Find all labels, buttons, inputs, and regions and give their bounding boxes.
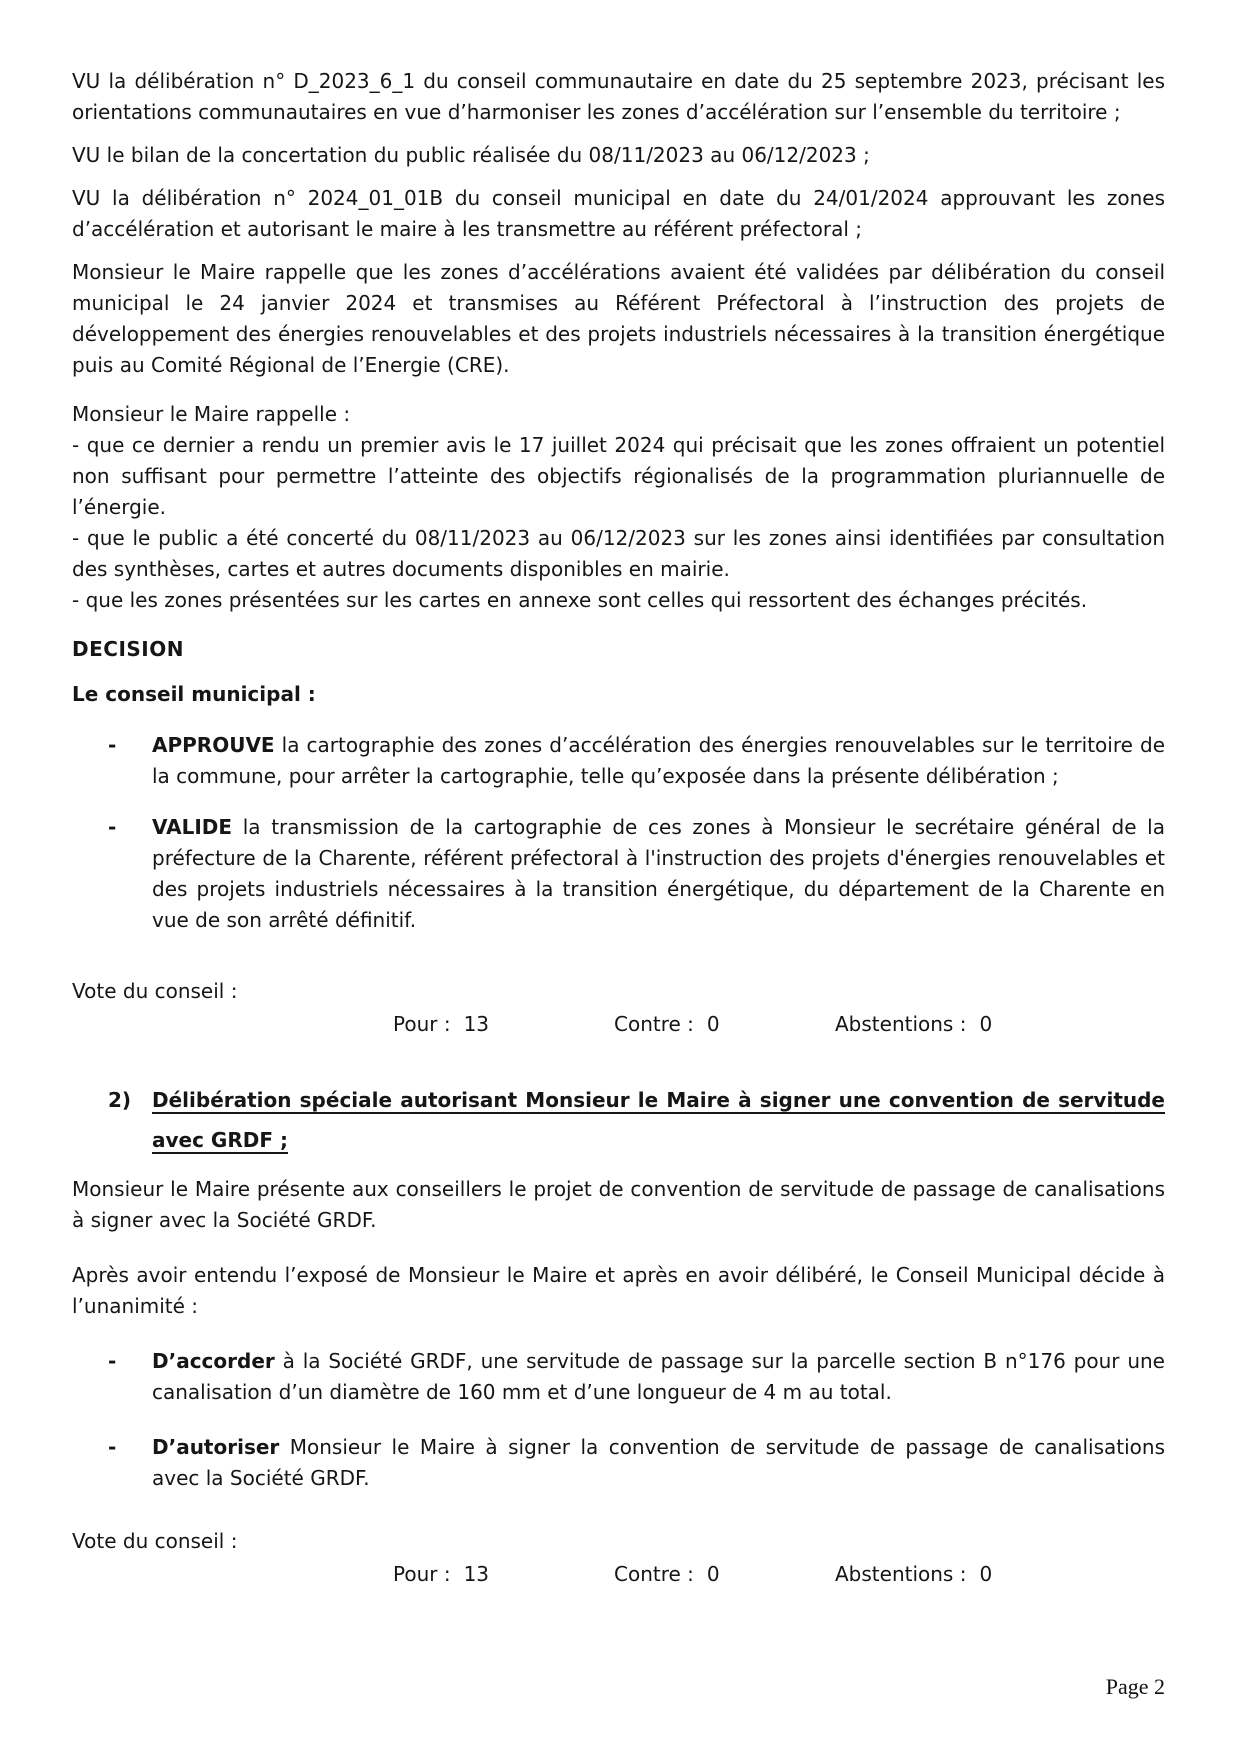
vote-2-abstentions (835, 1559, 992, 1590)
decision-title: DECISION (72, 637, 184, 661)
section-2-title: Délibération spéciale autorisant Monsieur le Maire à signer une convention de servitude avec GRDF ; (152, 1088, 1165, 1152)
rappel-list-intro: Monsieur le Maire rappelle : (72, 402, 351, 426)
paragraph-vu-2: VU le bilan de la concertation du public réalisée du 08/11/2023 au 06/12/2023 ; (72, 143, 870, 167)
vote-1-pour (393, 1009, 614, 1040)
paragraph-grdf-1: Monsieur le Maire présente aux conseillers le projet de convention de servitude de passage de canalisations à signer avec la Société GRDF. (72, 1177, 1165, 1232)
rappel-list (72, 399, 1165, 616)
vote-contre-label: Contre : (614, 1012, 694, 1036)
vote-pour-count: 13 (463, 1562, 490, 1586)
bullet-text (152, 1346, 1165, 1408)
rappel-item-1: - que ce dernier a rendu un premier avis le 17 juillet 2024 qui précisait que les zones offraient un potentiel non suffisant pour permettre l’atteinte des objectifs régionalisés de la programmation pluriannuelle de l’énergie. (72, 433, 1165, 519)
vote-pour-label: Pour : (393, 1012, 451, 1036)
bullet-rest-text: Monsieur le Maire à signer la convention de servitude de passage de canalisations avec la Société GRDF. (152, 1435, 1165, 1490)
vote-2-pour (393, 1559, 614, 1590)
bullet-rest-text: à la Société GRDF, une servitude de passage sur la parcelle section B n°176 pour une canalisation d’un diamètre de 160 mm et d’une longueur de 4 m au total. (152, 1349, 1165, 1404)
vote-1-abstentions (835, 1009, 992, 1040)
vote-1-label: Vote du conseil : (72, 979, 238, 1003)
vote-abstentions-count: 0 (979, 1012, 993, 1036)
vote-pour-label: Pour : (393, 1562, 451, 1586)
vote-contre-count: 0 (706, 1012, 720, 1036)
rappel-item-2: - que le public a été concerté du 08/11/2023 au 06/12/2023 sur les zones ainsi identifiées par consultation des synthèses, cartes et autres documents disponibles en mairie. (72, 526, 1165, 581)
bullet-dash: - (108, 815, 117, 839)
vote-pour-count: 13 (463, 1012, 490, 1036)
section-2-number: 2) (108, 1088, 132, 1112)
bullet-dash: - (108, 733, 117, 757)
vote-1-contre (614, 1009, 835, 1040)
decision-bullet-valide (72, 812, 1165, 936)
paragraph-rappel: Monsieur le Maire rappelle que les zones d’accélérations avaient été validées par délibération du conseil municipal le 24 janvier 2024 et transmises au Référent Préfectoral à l’instruction des projets de développement des énergies renouvelables et des projets industriels nécessaires à la transition énergétique puis au Comité Régional de l’Energie (CRE). (72, 260, 1165, 377)
paragraph-vu-3: VU la délibération n° 2024_01_01B du conseil municipal en date du 24/01/2024 approuvant les zones d’accélération et autorisant le maire à les transmettre au référent préfectoral ; (72, 186, 1165, 241)
bullet-rest-text: la transmission de la cartographie de ces zones à Monsieur le secrétaire général de la préfecture de la Charente, référent préfectoral à l'instruction des projets d'énergies renouvelables et des projets industriels nécessaires à la transition énergétique, du département de la Charente en vue de son arrêté définitif. (152, 815, 1165, 932)
bullet-text (152, 730, 1165, 792)
council-intro: Le conseil municipal : (72, 682, 316, 706)
paragraph-vu-1: VU la délibération n° D_2023_6_1 du conseil communautaire en date du 25 septembre 2023, précisant les orientations communautaires en vue d’harmoniser les zones d’accélération sur l’ensemble du territoire ; (72, 69, 1165, 124)
bullet-text (152, 1432, 1165, 1494)
vote-2-label: Vote du conseil : (72, 1529, 238, 1553)
grdf-bullet-autoriser (72, 1432, 1165, 1494)
rappel-item-3: - que les zones présentées sur les cartes en annexe sont celles qui ressortent des échanges précités. (72, 588, 1088, 612)
vote-2-results-row (393, 1559, 1165, 1590)
vote-abstentions-label: Abstentions : (835, 1012, 967, 1036)
vote-1-results-row (393, 1009, 1165, 1040)
section-2-heading (72, 1080, 1165, 1160)
bullet-lead-word: VALIDE (152, 815, 233, 839)
vote-2-contre (614, 1559, 835, 1590)
bullet-lead-word: D’accorder (152, 1349, 275, 1373)
bullet-rest-text: la cartographie des zones d’accélération des énergies renouvelables sur le territoire de la commune, pour arrêter la cartographie, telle qu’exposée dans la présente délibération ; (152, 733, 1165, 788)
vote-abstentions-label: Abstentions : (835, 1562, 967, 1586)
decision-bullet-approuve (72, 730, 1165, 792)
bullet-dash: - (108, 1435, 117, 1459)
page-number: Page 2 (1105, 1674, 1165, 1699)
vote-contre-label: Contre : (614, 1562, 694, 1586)
bullet-text (152, 812, 1165, 936)
paragraph-grdf-2: Après avoir entendu l’exposé de Monsieur le Maire et après en avoir délibéré, le Conseil Municipal décide à l’unanimité : (72, 1263, 1165, 1318)
vote-abstentions-count: 0 (979, 1562, 993, 1586)
bullet-lead-word: APPROUVE (152, 733, 275, 757)
vote-contre-count: 0 (706, 1562, 720, 1586)
bullet-lead-word: D’autoriser (152, 1435, 280, 1459)
grdf-bullet-accorder (72, 1346, 1165, 1408)
bullet-dash: - (108, 1349, 117, 1373)
